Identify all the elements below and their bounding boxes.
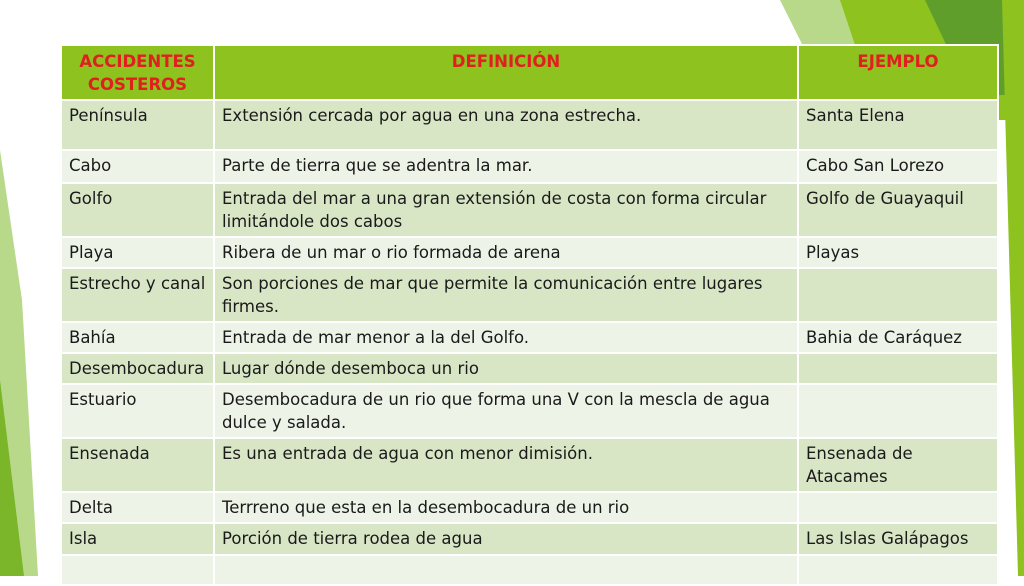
cell-term: Playa [61, 237, 214, 268]
cell-term: Estrecho y canal [61, 268, 214, 322]
cell-example [798, 353, 998, 384]
cell-term: Isla [61, 523, 214, 555]
cell-definition: Son porciones de mar que permite la comunicación entre lugares firmes. [214, 268, 798, 322]
table-row [61, 268, 998, 322]
cell-definition: Lugar dónde desemboca un rio [214, 353, 798, 384]
cell-definition [214, 555, 798, 585]
cell-definition: Porción de tierra rodea de agua [214, 523, 798, 555]
cell-term: Desembocadura [61, 353, 214, 384]
cell-example [798, 492, 998, 523]
cell-example [798, 384, 998, 438]
table-body [61, 100, 998, 585]
table-row [61, 555, 998, 585]
cell-example: Cabo San Lorezo [798, 150, 998, 183]
table-row [61, 237, 998, 268]
cell-term: Cabo [61, 150, 214, 183]
cell-example: Playas [798, 237, 998, 268]
header-col1-line1: ACCIDENTES [79, 52, 196, 71]
table-row [61, 384, 998, 438]
coastal-features-table-container [60, 44, 997, 586]
cell-definition: Parte de tierra que se adentra la mar. [214, 150, 798, 183]
cell-example: Santa Elena [798, 100, 998, 150]
cell-definition: Entrada de mar menor a la del Golfo. [214, 322, 798, 353]
cell-term: Ensenada [61, 438, 214, 492]
cell-definition: Es una entrada de agua con menor dimisión. [214, 438, 798, 492]
cell-example [798, 555, 998, 585]
cell-term: Bahía [61, 322, 214, 353]
cell-example: Las Islas Galápagos [798, 523, 998, 555]
cell-definition: Desembocadura de un rio que forma una V con la mescla de agua dulce y salada. [214, 384, 798, 438]
cell-term: Golfo [61, 183, 214, 237]
cell-definition: Entrada del mar a una gran extensión de costa con forma circular limitándole dos cabos [214, 183, 798, 237]
header-definicion: DEFINICIÓN [214, 45, 798, 100]
cell-example: Golfo de Guayaquil [798, 183, 998, 237]
header-accidentes-costeros [61, 45, 214, 100]
table-row [61, 523, 998, 555]
table-row [61, 492, 998, 523]
table-row [61, 322, 998, 353]
cell-definition: Terrreno que esta en la desembocadura de un rio [214, 492, 798, 523]
table-row [61, 150, 998, 183]
cell-example: Bahia de Caráquez [798, 322, 998, 353]
table-row [61, 353, 998, 384]
cell-term: Península [61, 100, 214, 150]
cell-term [61, 555, 214, 585]
header-col1-line2: COSTEROS [87, 75, 188, 94]
table-row [61, 183, 998, 237]
cell-example: Ensenada de Atacames [798, 438, 998, 492]
table-row [61, 100, 998, 150]
cell-definition: Extensión cercada por agua en una zona estrecha. [214, 100, 798, 150]
cell-definition: Ribera de un mar o rio formada de arena [214, 237, 798, 268]
cell-term: Estuario [61, 384, 214, 438]
table-header-row [61, 45, 998, 100]
cell-example [798, 268, 998, 322]
table-row [61, 438, 998, 492]
coastal-features-table [60, 44, 999, 586]
corner-shape-stripe [1002, 0, 1024, 576]
cell-term: Delta [61, 492, 214, 523]
header-ejemplo: EJEMPLO [798, 45, 998, 100]
